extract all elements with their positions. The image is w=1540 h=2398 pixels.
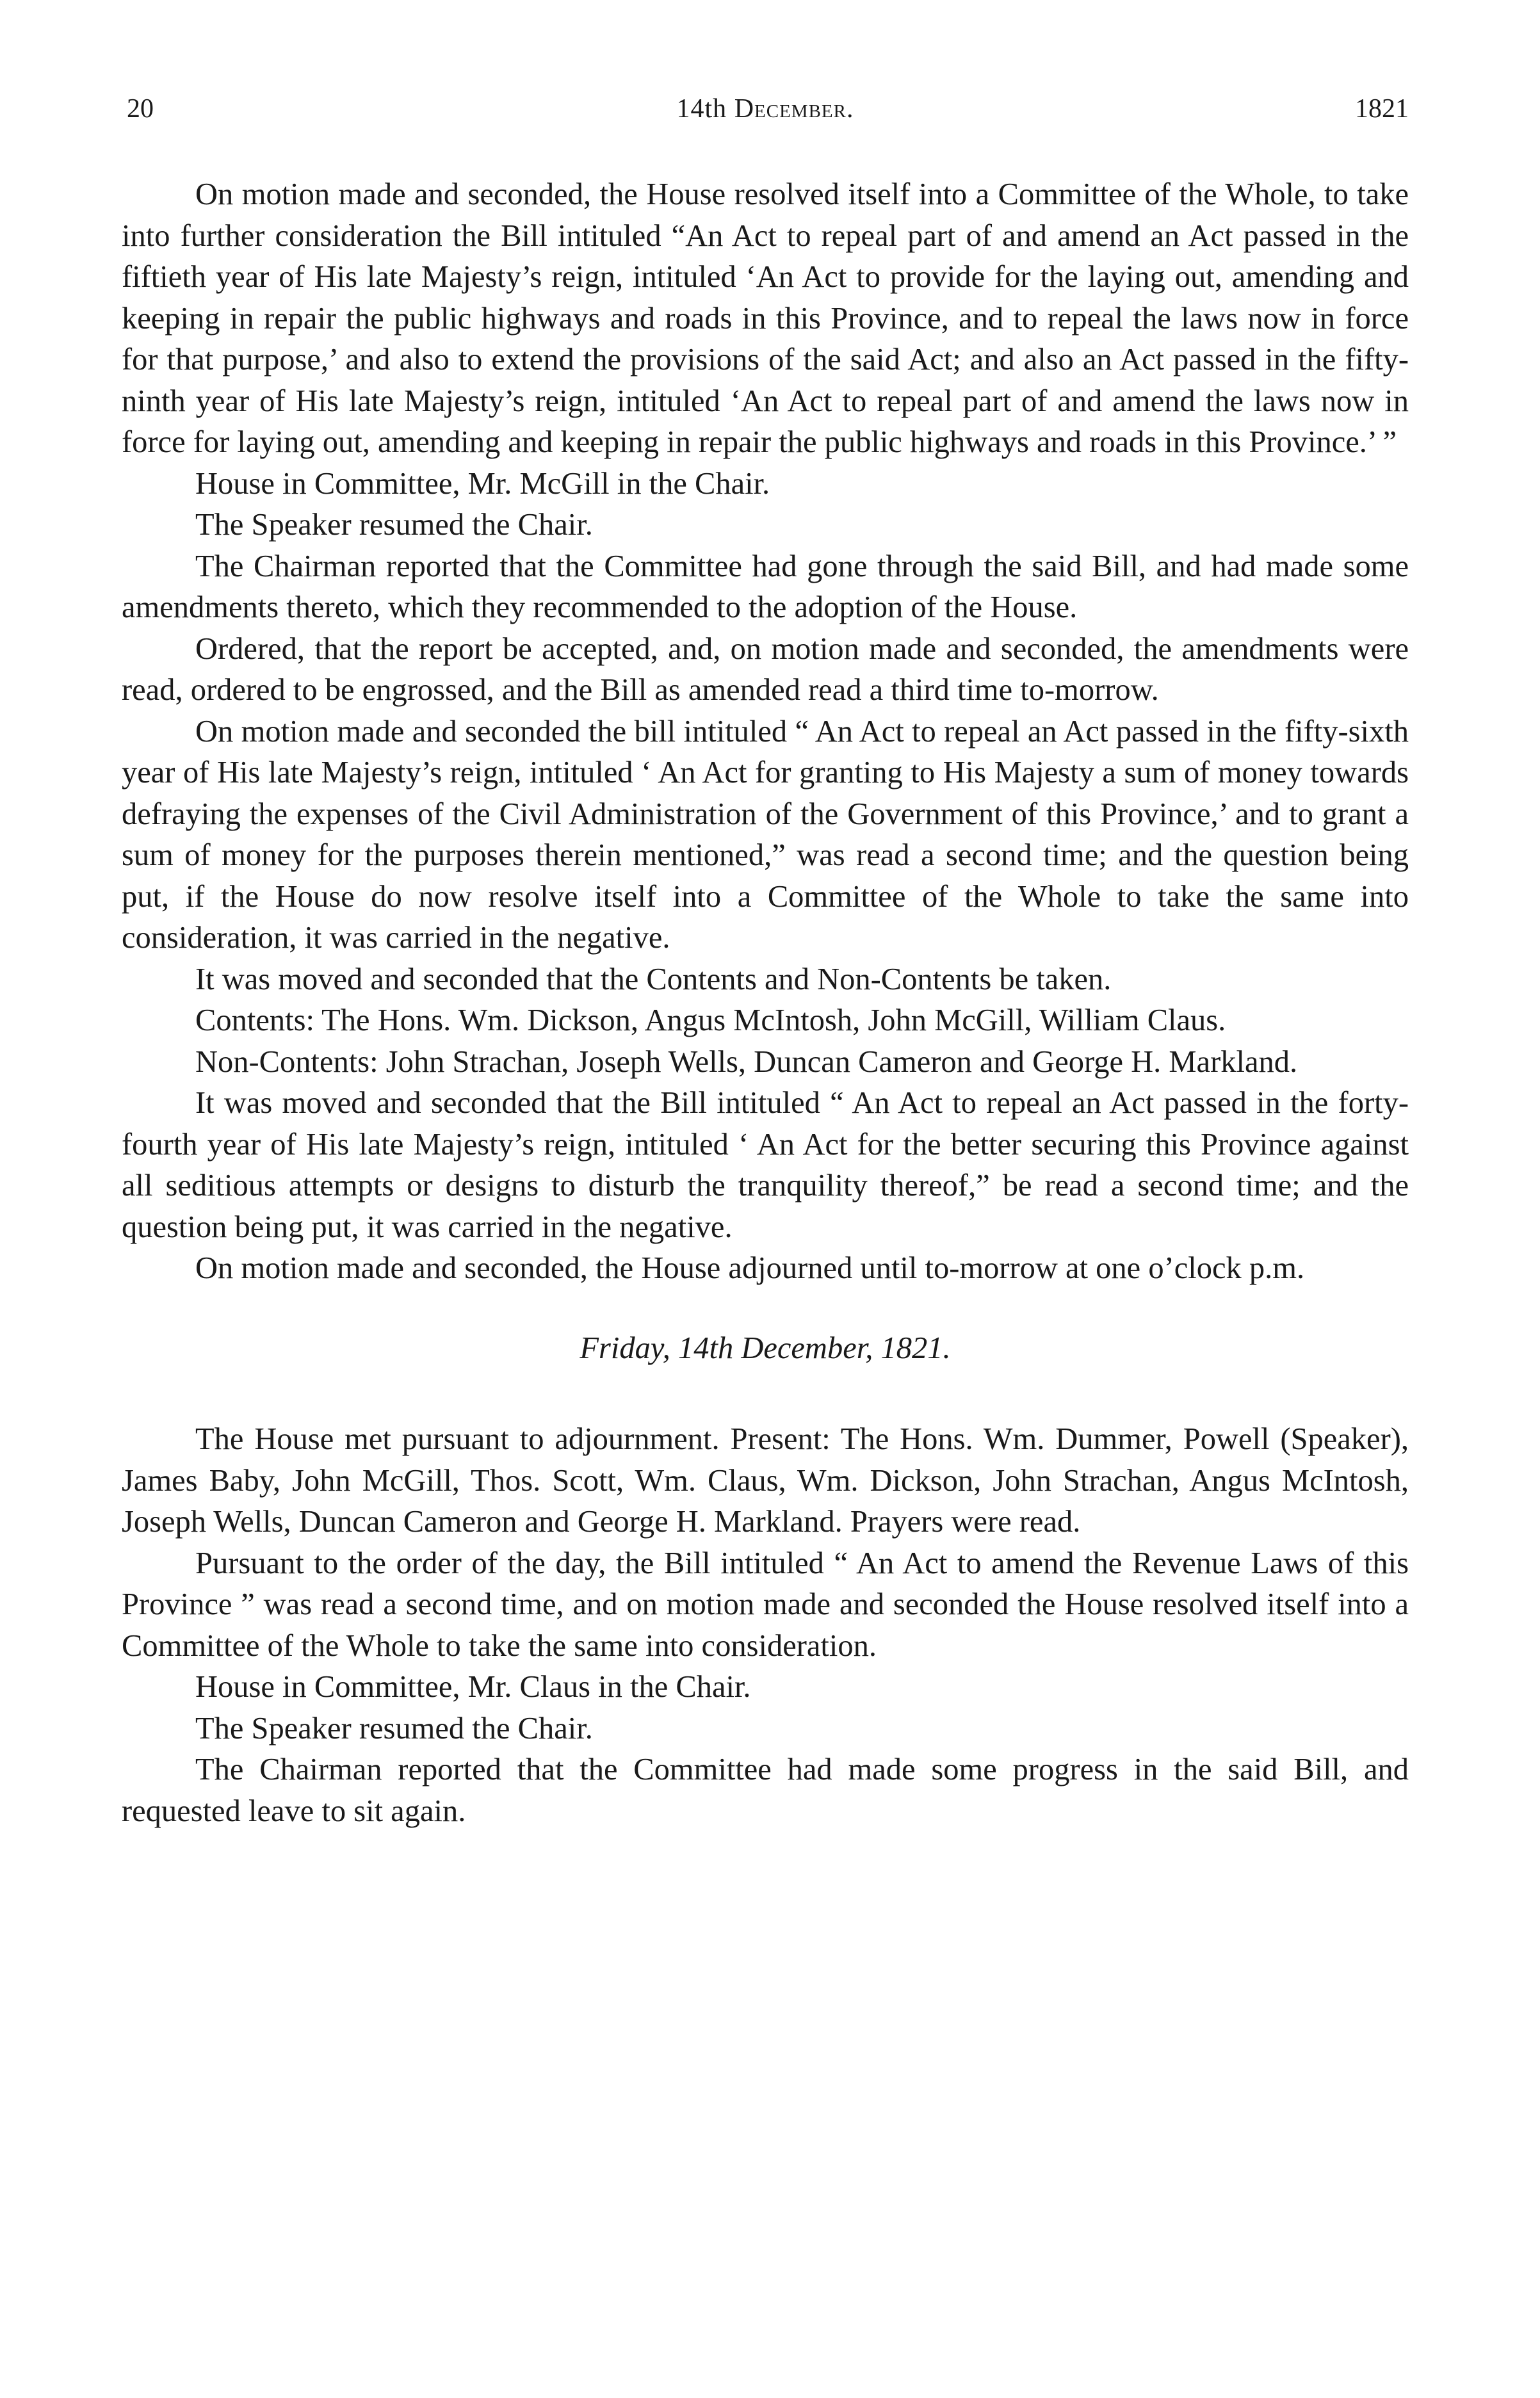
paragraph-non-contents-list: Non-Contents: John Strachan, Joseph Wells, Duncan Cameron and George H. Markland.: [195, 1044, 1298, 1079]
paragraph-contents-list: Contents: The Hons. Wm. Dickson, Angus McIntosh, John McGill, William Claus.: [195, 1003, 1226, 1037]
running-head-year: 1821: [1355, 94, 1409, 124]
paragraph-house-in-committee: House in Committee, Mr. McGill in the Chair.: [195, 466, 770, 501]
running-head-day: 14th: [676, 94, 727, 124]
running-head: [122, 83, 1409, 134]
paragraph-speaker-resumed: The Speaker resumed the Chair.: [195, 508, 593, 542]
paragraph-revenue-laws-bill: Pursuant to the order of the day, the Bill intituled “ An Act to amend the Revenue Laws of this Province ” was read a second time, and on motion made and seconded the House resolved itself into a Committee of the Whole to take the same into consideration.: [122, 1546, 1409, 1663]
body-text: [122, 174, 1409, 1832]
document-page: [122, 83, 1409, 1832]
running-head-month: December.: [734, 94, 854, 124]
paragraph-adjournment: On motion made and seconded, the House adjourned until to-morrow at one o’clock p.m.: [195, 1251, 1305, 1285]
page-number: 20: [127, 94, 154, 124]
paragraph-chairman-reported: The Chairman reported that the Committee had gone through the said Bill, and had made some amendments thereto, which they recommended to the adoption of the House.: [122, 549, 1409, 624]
paragraph-committee-highways-bill: On motion made and seconded, the House resolved itself into a Committee of the Whole, to take into further consideration the Bill intituled “An Act to repeal part of and amend an Act passed in the fiftieth year of His late Majesty’s reign, intituled ‘An Act to provide for the laying out, amending and keeping in repair the public highways and roads in this Province, and to repeal the laws now in force for that purpose,’ and also to extend the provisions of the said Act; and also an Act passed in the fifty-ninth year of His late Majesty’s reign, intituled ‘An Act to repeal part of and amend the laws now in force for laying out, amending and keeping in repair the public highways and roads in this Province.’ ”: [122, 177, 1409, 459]
paragraph-civil-administration-bill: On motion made and seconded the bill intituled “ An Act to repeal an Act passed in the fifty-sixth year of His late Majesty’s reign, intituled ‘ An Act for granting to His Majesty a sum of money towards defraying the expenses of the Civil Administration of the Government of this Province,’ and to grant a sum of money for the purposes therein mentioned,” was read a second time; and the question being put, if the House do now resolve itself into a Committee of the Whole to take the same into consideration, it was carried in the negative.: [122, 714, 1409, 955]
paragraph-contents-moved: It was moved and seconded that the Contents and Non-Contents be taken.: [195, 962, 1112, 996]
paragraph-seditious-attempts-bill: It was moved and seconded that the Bill intituled “ An Act to repeal an Act passed in the forty-fourth year of His late Majesty’s reign, intituled ‘ An Act for the better securing this Province against all seditious attempts or designs to disturb the tranquility thereof,” be read a second time; and the question being put, it was carried in the negative.: [122, 1086, 1409, 1244]
date-heading: Friday, 14th December, 1821.: [580, 1331, 951, 1365]
paragraph-house-in-committee-claus: House in Committee, Mr. Claus in the Chair.: [195, 1670, 751, 1704]
paragraph-chairman-progress: The Chairman reported that the Committee had made some progress in the said Bill, and requested leave to sit again.: [122, 1753, 1409, 1828]
paragraph-speaker-resumed-2: The Speaker resumed the Chair.: [195, 1711, 593, 1746]
paragraph-house-met: The House met pursuant to adjournment. Present: The Hons. Wm. Dummer, Powell (Speaker), James Baby, John McGill, Thos. Scott, Wm. Claus, Wm. Dickson, John Strachan, Angus McIntosh, Joseph Wells, Duncan Cameron and George H. Markland. Prayers were read.: [122, 1422, 1409, 1539]
paragraph-report-accepted: Ordered, that the report be accepted, and, on motion made and seconded, the amendments were read, ordered to be engrossed, and the Bill as amended read a third time to-morrow.: [122, 631, 1409, 707]
running-head-date: [122, 83, 1409, 134]
